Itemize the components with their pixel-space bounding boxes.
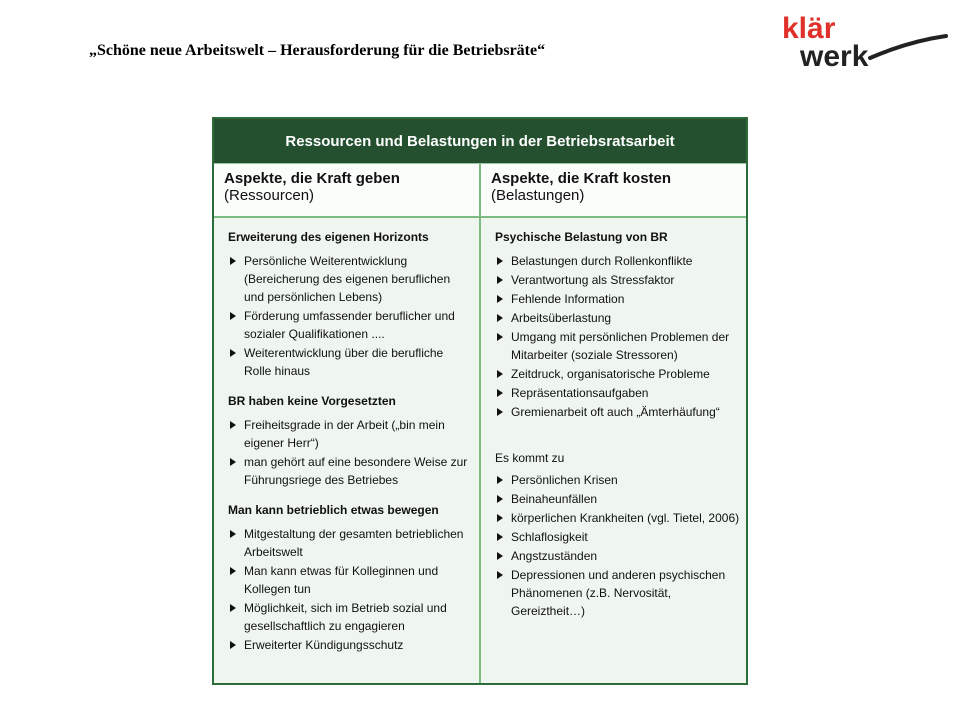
table-title: Ressourcen und Belastungen in der Betriebsratsarbeit (214, 119, 746, 164)
list-item: Belastungen durch Rollenkonflikte (495, 252, 740, 270)
logo-swoosh (870, 36, 946, 58)
right-column-header (479, 164, 746, 216)
list-item: Depressionen und anderen psychischen Phänomenen (z.B. Nervosität, Gereiztheit…) (495, 566, 740, 620)
consequences-list (495, 471, 740, 620)
section-horizon (228, 228, 473, 380)
list-item: Verantwortung als Stressfaktor (495, 271, 740, 289)
list-item: Arbeitsüberlastung (495, 309, 740, 327)
list-item: Mitgestaltung der gesamten betrieblichen Arbeitswelt (228, 525, 473, 561)
section-title: Erweiterung des eigenen Horizonts (228, 230, 429, 244)
list-item: Möglichkeit, sich im Betrieb sozial und gesellschaftlich zu engagieren (228, 599, 473, 635)
right-column-heading: Aspekte, die Kraft kosten (491, 170, 672, 187)
list-item: Man kann etwas für Kolleginnen und Kollegen tun (228, 562, 473, 598)
section-title: Psychische Belastung von BR (495, 230, 668, 244)
list-item: Freiheitsgrade in der Arbeit („bin mein eigener Herr“) (228, 416, 473, 452)
list-item: Schlaflosigkeit (495, 528, 740, 546)
column-header-row (214, 164, 746, 218)
list-item: Weiterentwicklung über die berufliche Rolle hinaus (228, 344, 473, 380)
klaerwerk-logo-graphic (778, 10, 948, 72)
list-item: Zeitdruck, organisatorische Probleme (495, 365, 740, 383)
left-column-subheading: (Ressourcen) (224, 187, 315, 204)
right-column (479, 218, 746, 685)
logo-text-top: klär (782, 12, 836, 45)
consequences-intro: Es kommt zu (495, 451, 565, 465)
list-item: Angstzuständen (495, 547, 740, 565)
list-item: Gremienarbeit oft auch „Ämterhäufung“ (495, 403, 740, 421)
section-title: BR haben keine Vorgesetzten (228, 394, 396, 408)
slide-title: „Schöne neue Arbeitswelt – Herausforderung für die Betriebsräte“ (89, 42, 546, 59)
left-column (214, 218, 479, 685)
section-psychological-burden (495, 228, 740, 421)
list-item: Fehlende Information (495, 290, 740, 308)
right-column-subheading: (Belastungen) (491, 187, 585, 204)
list-item: Beinaheunfällen (495, 490, 740, 508)
left-column-heading: Aspekte, die Kraft geben (224, 170, 400, 187)
section-title: Man kann betrieblich etwas bewegen (228, 503, 439, 517)
list-item: Persönliche Weiterentwicklung (Bereicherung des eigenen beruflichen und persönlichen Lebens) (228, 252, 473, 306)
section-no-supervisors (228, 392, 473, 489)
list-item: Umgang mit persönlichen Problemen der Mitarbeiter (soziale Stressoren) (495, 328, 740, 364)
list-item: Förderung umfassender beruflicher und sozialer Qualifikationen .... (228, 307, 473, 343)
list-item: Erweiterter Kündigungsschutz (228, 636, 473, 654)
list-item: man gehört auf eine besondere Weise zur Führungsriege des Betriebes (228, 453, 473, 489)
logo-text-bottom: werk (800, 40, 869, 72)
left-column-header (214, 164, 479, 216)
list-item: Repräsentationsaufgaben (495, 384, 740, 402)
section-make-a-difference (228, 501, 473, 654)
klaerwerk-logo (778, 10, 948, 72)
list-item: Persönlichen Krisen (495, 471, 740, 489)
list-item: körperlichen Krankheiten (vgl. Tietel, 2006) (495, 509, 740, 527)
table-body (214, 218, 746, 685)
resources-burdens-table (212, 117, 748, 685)
